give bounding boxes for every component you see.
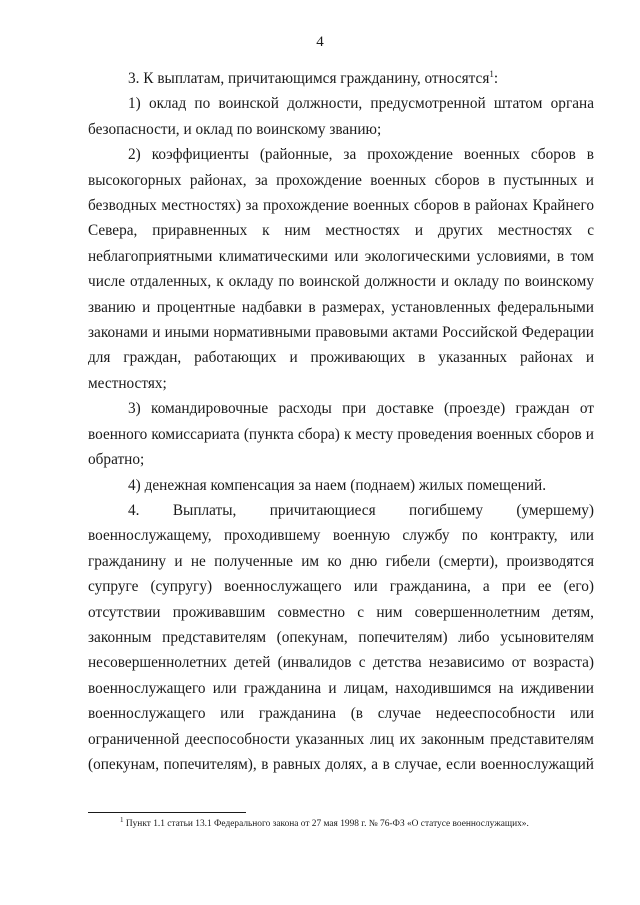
paragraph-colon: : [493,70,499,87]
paragraph-3-intro [88,66,594,91]
list-item-4: 4) денежная компенсация за наем (поднаем) жилых помещений. [128,476,547,494]
footnote-separator [88,812,246,813]
list-item-3: 3) командировочные расходы при доставке (проезде) граждан от военного комиссариата (пункта сбора) к месту проведения военных сборов и обратно; [88,400,594,469]
footnote-mark: 1 [120,815,124,824]
list-item-2: 2) коэффициенты (районные, за прохождение военных сборов в высокогорных районах, за прохождение военных сборов в пустынных и безводных местностях) за прохождение военных сборов в районах Крайнего Севера, приравненных к ним местностях и других местностях с неблагоприятными климатическими или экологическими условиями, в том числе отдаленных, к окладу по воинской должности и окладу по воинскому званию и процентные надбавки в размерах, установленных федеральными законами и иными нормативными правовыми актами Российской Федерации для граждан, работающих и проживающих в указанных районах и местностях; [88,146,594,392]
page-number: 4 [316,34,324,50]
document-body [88,66,594,777]
paragraph-4: 4. Выплаты, причитающиеся погибшему (умершему) военнослужащему, проходившему военную службу по контракту, или гражданину и не полученные им ко дню гибели (смерти), производятся супруге (супругу) военнослужащего или гражданина, а при ее (его) отсутствии проживавшим совместно с ним совершеннолетним детям, законным представителям (опекунам, попечителям) либо усыновителям несовершеннолетних детей (инвалидов с детства независимо от возраста) военнослужащего или гражданина и лицам, находившимся на иждивении военнослужащего или гражданина (в случае недееспособности или ограниченной дееспособности указанных лиц их законным представителям (опекунам, попечителям), в равных долях, а в случае, если военнослужащий [88,501,594,773]
footnote-text: Пункт 1.1 статьи 13.1 Федерального закона от 27 мая 1998 г. № 76-ФЗ «О статусе военнослужащих». [125,819,529,829]
paragraph-text: 3. К выплатам, причитающимся гражданину, относятся [128,70,490,87]
footnote-reference[interactable]: 1 [489,68,494,79]
list-item-1: 1) оклад по воинской должности, предусмотренной штатом органа безопасности, и оклад по воинскому званию; [88,95,594,138]
footnote [120,815,600,830]
